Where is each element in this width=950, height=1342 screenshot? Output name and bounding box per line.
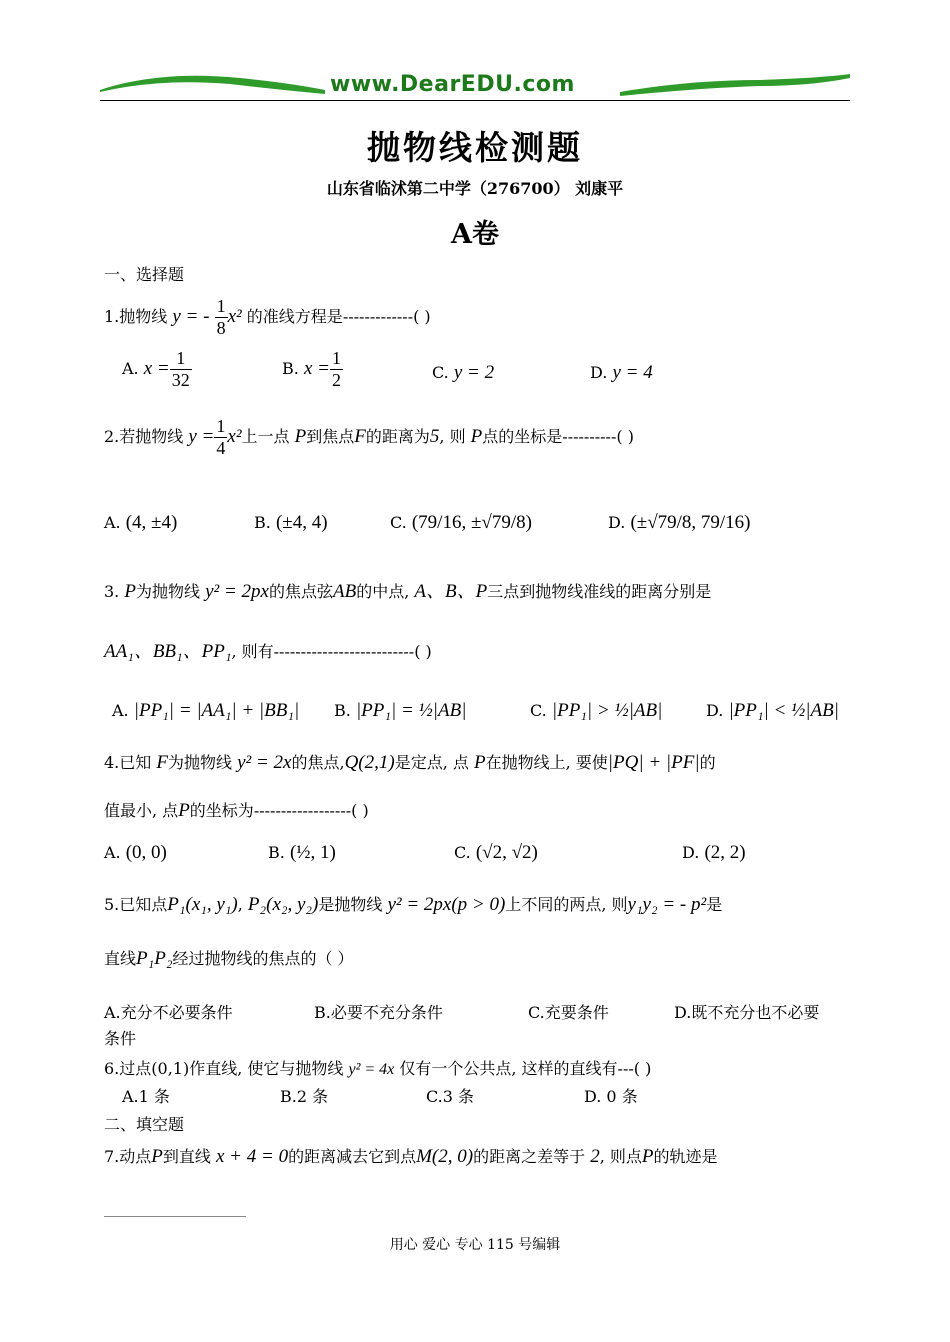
question-3: 3. P为抛物线 y² = 2px的焦点弦AB的中点, A、B、P三点到抛物线准线的距离分别是 (104, 581, 712, 602)
header-rule (100, 100, 850, 101)
site-logo[interactable]: www.DearEDU.com (330, 72, 575, 97)
q6-option-a: A.1 条 (122, 1087, 170, 1106)
q2-option-c: C. (79/16, ±√79/8) (390, 512, 532, 533)
q6-option-d: D. 0 条 (584, 1087, 638, 1106)
volume-label: A卷 (451, 219, 499, 250)
page-title: 抛物线检测题 (367, 128, 583, 167)
q6-option-c: C.3 条 (426, 1087, 475, 1106)
q1-dashes: ------------- (342, 307, 414, 326)
q4-option-b: B. (½, 1) (268, 842, 336, 863)
q3-option-d: D. |PP₁| < ½|AB| (706, 700, 839, 721)
q2-option-b: B. (±4, 4) (254, 512, 328, 533)
header-banner (100, 68, 850, 108)
author-line: 山东省临沭第二中学（276700） 刘康平 (326, 179, 624, 198)
q4-option-d: D. (2, 2) (682, 842, 746, 863)
q1-pre: 抛物线 (119, 307, 168, 326)
question-2: 2.若抛物线 y = $\frac{1}{4}$ x²上一点 P到焦点F的距离为5, 则 P点的坐标是----------( ) (104, 416, 634, 458)
section-choice: 一、选择题 (104, 265, 185, 284)
q4-option-a: A. (0, 0) (104, 842, 167, 863)
q3-option-b: B. |PP₁| = ½|AB| (334, 700, 467, 721)
question-6: 6.过点(0,1)作直线, 使它与抛物线 y² = 4x 仅有一个公共点, 这样的直线有---( ) (104, 1059, 652, 1078)
q5-option-a: A.充分不必要条件 (104, 1003, 233, 1022)
q1-num: 1. (104, 307, 120, 326)
q1-option-a: A. x = $\frac{1}{32}$ (122, 348, 190, 390)
q4-option-c: C. (√2, √2) (454, 842, 538, 863)
question-1 (104, 296, 431, 339)
section-fill: 二、填空题 (104, 1115, 185, 1134)
q5-option-d-wrap: 条件 (104, 1029, 137, 1048)
question-3-line2: AA₁、BB₁、PP₁, 则有--------------------------( ) (104, 641, 432, 662)
q1-post: 的准线方程是 (246, 307, 343, 326)
q2-option-a: A. (4, ±4) (104, 512, 178, 533)
page-footer: 用心 爱心 专心 115 号编辑 (389, 1237, 561, 1253)
q1-fraction: $\frac{1}{8}$ (216, 296, 226, 338)
question-7: 7.动点P到直线 x + 4 = 0的距离减去它到点M(2, 0)的距离之差等于 2, 则点P的轨迹是 (104, 1146, 718, 1167)
q2-option-d: D. (±√79/8, 79/16) (608, 512, 751, 533)
q1-var: x² (227, 306, 242, 327)
question-5-line2: 直线P₁P₂经过抛物线的焦点的（ ） (104, 948, 354, 969)
q1-option-b: B. x = $\frac{1}{2}$ (282, 348, 341, 390)
q3-option-a: A. |PP₁| = |AA₁| + |BB₁| (112, 700, 300, 721)
footnote-rule (104, 1216, 246, 1217)
q3-option-c: C. |PP₁| > ½|AB| (530, 700, 663, 721)
q6-option-b: B.2 条 (280, 1087, 329, 1106)
question-4-line2: 值最小, 点P的坐标为------------------( ) (104, 800, 369, 821)
q1-option-c: C. y = 2 (432, 362, 495, 383)
q5-option-c: C.充要条件 (528, 1003, 609, 1022)
q1-lhs: y = - (172, 306, 210, 327)
question-5: 5.已知点P₁(x₁, y₁), P₂(x₂, y₂)是抛物线 y² = 2px(p > 0)上不同的两点, 则y₁y₂ = - p²是 (104, 894, 723, 915)
question-4: 4.已知 F为抛物线 y² = 2x的焦点,Q(2,1)是定点, 点 P在抛物线上, 要使|PQ| + |PF|的 (104, 752, 716, 773)
q1-option-d: D. y = 4 (590, 362, 653, 383)
q1-paren: ( ) (413, 307, 431, 326)
q5-option-d: D.既不充分也不必要 (674, 1003, 820, 1022)
q5-option-b: B.必要不充分条件 (314, 1003, 443, 1022)
